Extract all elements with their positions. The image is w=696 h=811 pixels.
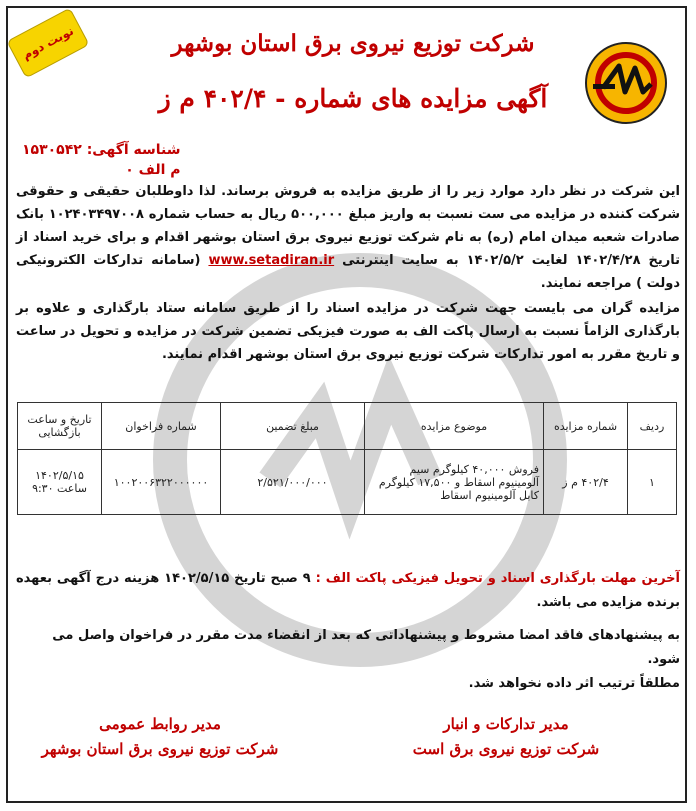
intro-text: این شرکت در نظر دارد موارد زیر را از طریق مزایده به فروش برساند. لذا داوطلبان حقیقی و حقوقی شرکت کننده در مزایده می ست نسبت به واریز مبلغ ۵۰۰,۰۰۰ ریال به حساب شماره ۱۰۲۴۰۳۴۹۷۰۰۸ بانک صادرات شعبه میدان امام (ره) به نام شرکت توزیع نیروی برق استان بوشهر اقدام و برای خرید اسناد از تاریخ ۱۴۰۲/۴/۲۸ لغایت ۱۴۰۲/۵/۲ به سایت اینترنتی (16, 184, 681, 268)
opening-time: ساعت ۹:۳۰ (32, 482, 87, 495)
cell-call-number: ۱۰۰۲۰۰۶۳۲۲۰۰۰۰۰۰ (102, 450, 221, 515)
signature-pr-title: مدیر روابط عمومی (99, 715, 221, 733)
company-title: شرکت توزیع نیروی برق استان بوشهر (171, 30, 535, 57)
cell-subject: فروش ۴۰,۰۰۰ کیلوگرم سیم آلومینیوم اسقاط و ۱۷,۵۰۰ کیلوگرم کابل آلومینیوم اسقاط (365, 450, 544, 515)
intro-tail: (سامانه تدارکات الکترونیکی دولت ) مراجعه نمایند. (16, 253, 680, 291)
setadiran-link[interactable]: www.setadiran.ir (208, 253, 335, 268)
header-auction-number: شماره مزایده (544, 403, 628, 450)
signature-procurement-title: مدیر تدارکات و انبار (443, 715, 569, 733)
bidders-paragraph: مزایده گران می بایست جهت شرکت در مزایده اسناد را از طریق سامانه ستاد بارگذاری و علاوه بر بارگذاری الزاماً نسبت به ارسال پاکت الف به صورت فیزیکی تضمین شرکت در مزایده و تحویل در ساعت و تاریخ مقرر به امور تدارکات شرکت توزیع نیروی برق استان بوشهر اقدام نمایند. (16, 301, 680, 362)
second-notice-badge: نوبت دوم (6, 8, 89, 79)
auction-table (17, 402, 677, 515)
opening-date: ۱۴۰۲/۵/۱۵ (35, 469, 84, 482)
ad-identifier (22, 140, 181, 180)
header-call-number: شماره فراخوان (102, 403, 221, 450)
signature-public-relations (20, 712, 300, 762)
deadline-text: ۹ صبح تاریخ ۱۴۰۲/۵/۱۵ هزینه درج آگهی بعهده برنده مزایده می باشد. (16, 571, 680, 610)
signature-procurement-org: شرکت توزیع نیروی برق است (412, 740, 600, 758)
header-subject: موضوع مزایده (365, 403, 544, 450)
header-opening-date: تاریخ و ساعت بازگشایی (18, 403, 102, 450)
company-logo (583, 40, 669, 126)
auction-title: آگهی مزایده های شماره - ۴۰۲/۴ م ز (158, 84, 548, 113)
notes-paragraph (16, 624, 680, 696)
cell-opening (18, 450, 102, 515)
deadline-label: آخرین مهلت بارگذاری اسناد و تحویل فیزیکی پاکت الف : (315, 571, 681, 586)
intro-paragraph (16, 180, 680, 295)
table-header-row (18, 403, 677, 450)
notes-line-2: مطلقاً ترتیب اثر داده نخواهد شد. (468, 676, 680, 691)
cell-row-number: ۱ (628, 450, 677, 515)
ad-id-number: شناسه آگهی: ۱۵۳۰۵۴۲ (22, 142, 181, 158)
notes-line-1: به پیشنهادهای فاقد امضا مشروط و پیشنهاداتی که بعد از انقضاء مدت مقرر در فراخوان واصل می شود. (52, 628, 680, 667)
header-row-number: ردیف (628, 403, 677, 450)
signature-pr-org: شرکت توزیع نیروی برق استان بوشهر (41, 740, 279, 758)
table-row (18, 450, 677, 515)
cell-guarantee: ۲/۵۲۱/۰۰۰/۰۰۰ (221, 450, 365, 515)
header-guarantee: مبلغ تضمین (221, 403, 365, 450)
deadline-paragraph (16, 567, 680, 615)
cell-auction-number: ۴۰۲/۴ م ز (544, 450, 628, 515)
ad-id-code: م الف ۰ (125, 162, 181, 178)
signature-procurement (376, 712, 636, 762)
